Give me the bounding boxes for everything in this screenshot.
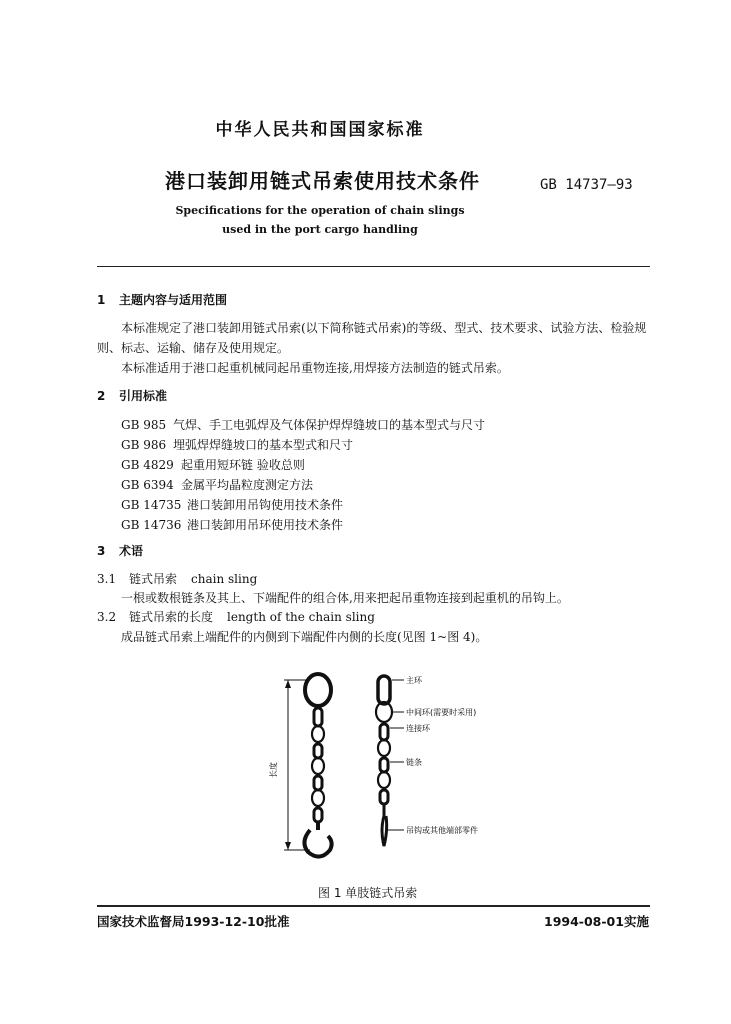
reference-title: 港口装卸用吊环使用技术条件 (187, 518, 344, 532)
section-3-title: 术语 (119, 544, 144, 558)
section-3-number: 3 (97, 544, 106, 558)
reference-title: 港口装卸用吊钩使用技术条件 (187, 498, 344, 512)
section-1-para1-line1: 本标准规定了港口装卸用链式吊索(以下简称链式吊索)的等级、型式、技术要求、试验方法、检验规 (121, 321, 647, 335)
chain-link (378, 772, 390, 788)
section-1-para1-line2: 则、标志、运输、储存及使用规定。 (97, 341, 290, 355)
main-ring-side (378, 676, 390, 704)
chain-link (380, 758, 388, 772)
term-3-1-definition: 一根或数根链条及其上、下端配件的组合体,用来把起吊重物连接到起重机的吊钩上。 (121, 591, 569, 605)
arrow-down-icon (285, 842, 291, 850)
english-title-line1: Specifications for the operation of chain slings (175, 204, 465, 217)
national-standard-heading: 中华人民共和国国家标准 (215, 120, 425, 140)
term-3-1-name: 链式吊索 (129, 572, 178, 586)
footer-divider (97, 905, 650, 907)
label-hook: 吊钩或其他端部零件 (406, 826, 478, 835)
hook-side (382, 804, 387, 846)
section-2-title: 引用标准 (119, 389, 168, 403)
chain-link (378, 740, 390, 756)
figure-1-caption: 图 1 单肢链式吊索 (318, 886, 418, 900)
reference-code: GB 14736 (121, 518, 182, 532)
term-3-1-number: 3.1 (97, 572, 117, 586)
term-3-2-english: length of the chain sling (227, 610, 375, 624)
term-3-2-definition: 成品链式吊索上端配件的内侧到下端配件内侧的长度(见图 1~图 4)。 (121, 630, 488, 644)
chain-link (314, 776, 322, 790)
reference-code: GB 985 (121, 418, 167, 432)
section-1-para2: 本标准适用于港口起重机械同起吊重物连接,用焊接方法制造的链式吊索。 (121, 361, 509, 375)
section-1-heading (97, 291, 227, 308)
chain-link (314, 808, 322, 822)
reference-item (121, 456, 305, 473)
reference-item (121, 476, 313, 493)
standard-number: GB 14737—93 (540, 177, 633, 193)
header-divider (97, 266, 650, 267)
chain-link (312, 758, 324, 774)
main-ring-front (305, 674, 331, 706)
term-3-1-english: chain sling (191, 572, 258, 586)
reference-title: 金属平均晶粒度测定方法 (181, 478, 314, 492)
reference-code: GB 4829 (121, 458, 174, 472)
english-title-line2: used in the port cargo handling (222, 223, 418, 236)
reference-code: GB 986 (121, 438, 167, 452)
reference-item (121, 496, 343, 513)
chain-link (380, 790, 388, 804)
reference-code: GB 6394 (121, 478, 174, 492)
label-connecting-ring: 连接环 (406, 724, 430, 733)
implementation-date: 1994-08-01实施 (544, 914, 649, 929)
term-3-2-number: 3.2 (97, 610, 117, 624)
reference-item (121, 516, 343, 533)
connecting-ring-side (380, 724, 388, 740)
figure-1-single-leg-chain-sling (270, 670, 500, 870)
hook-front (304, 822, 331, 857)
approval-date: 国家技术监督局1993-12-10批准 (97, 914, 290, 929)
section-1-number: 1 (97, 293, 106, 307)
section-2-heading (97, 387, 167, 404)
term-3-1 (97, 570, 257, 587)
reference-title: 起重用短环链 验收总则 (181, 458, 305, 472)
length-label: 长度 (269, 762, 278, 778)
chain-link (312, 726, 324, 742)
chain-link (314, 744, 322, 758)
label-chain: 链条 (406, 758, 422, 767)
section-2-number: 2 (97, 389, 106, 403)
intermediate-ring-front (314, 708, 322, 726)
reference-title: 埋弧焊焊缝坡口的基本型式和尺寸 (173, 438, 354, 452)
reference-code: GB 14735 (121, 498, 182, 512)
arrow-up-icon (285, 680, 291, 688)
label-main-ring: 主环 (406, 676, 422, 685)
reference-item (121, 436, 353, 453)
term-3-2-name: 链式吊索的长度 (129, 610, 214, 624)
section-3-heading (97, 542, 143, 559)
label-intermediate-ring: 中间环(需要时采用) (406, 708, 477, 717)
chain-link (312, 790, 324, 806)
term-3-2 (97, 608, 375, 625)
reference-title: 气焊、手工电弧焊及气体保护焊焊缝坡口的基本型式与尺寸 (173, 418, 486, 432)
reference-item (121, 416, 485, 433)
section-1-title: 主题内容与适用范围 (119, 293, 228, 307)
document-title: 港口装卸用链式吊索使用技术条件 (165, 169, 480, 193)
